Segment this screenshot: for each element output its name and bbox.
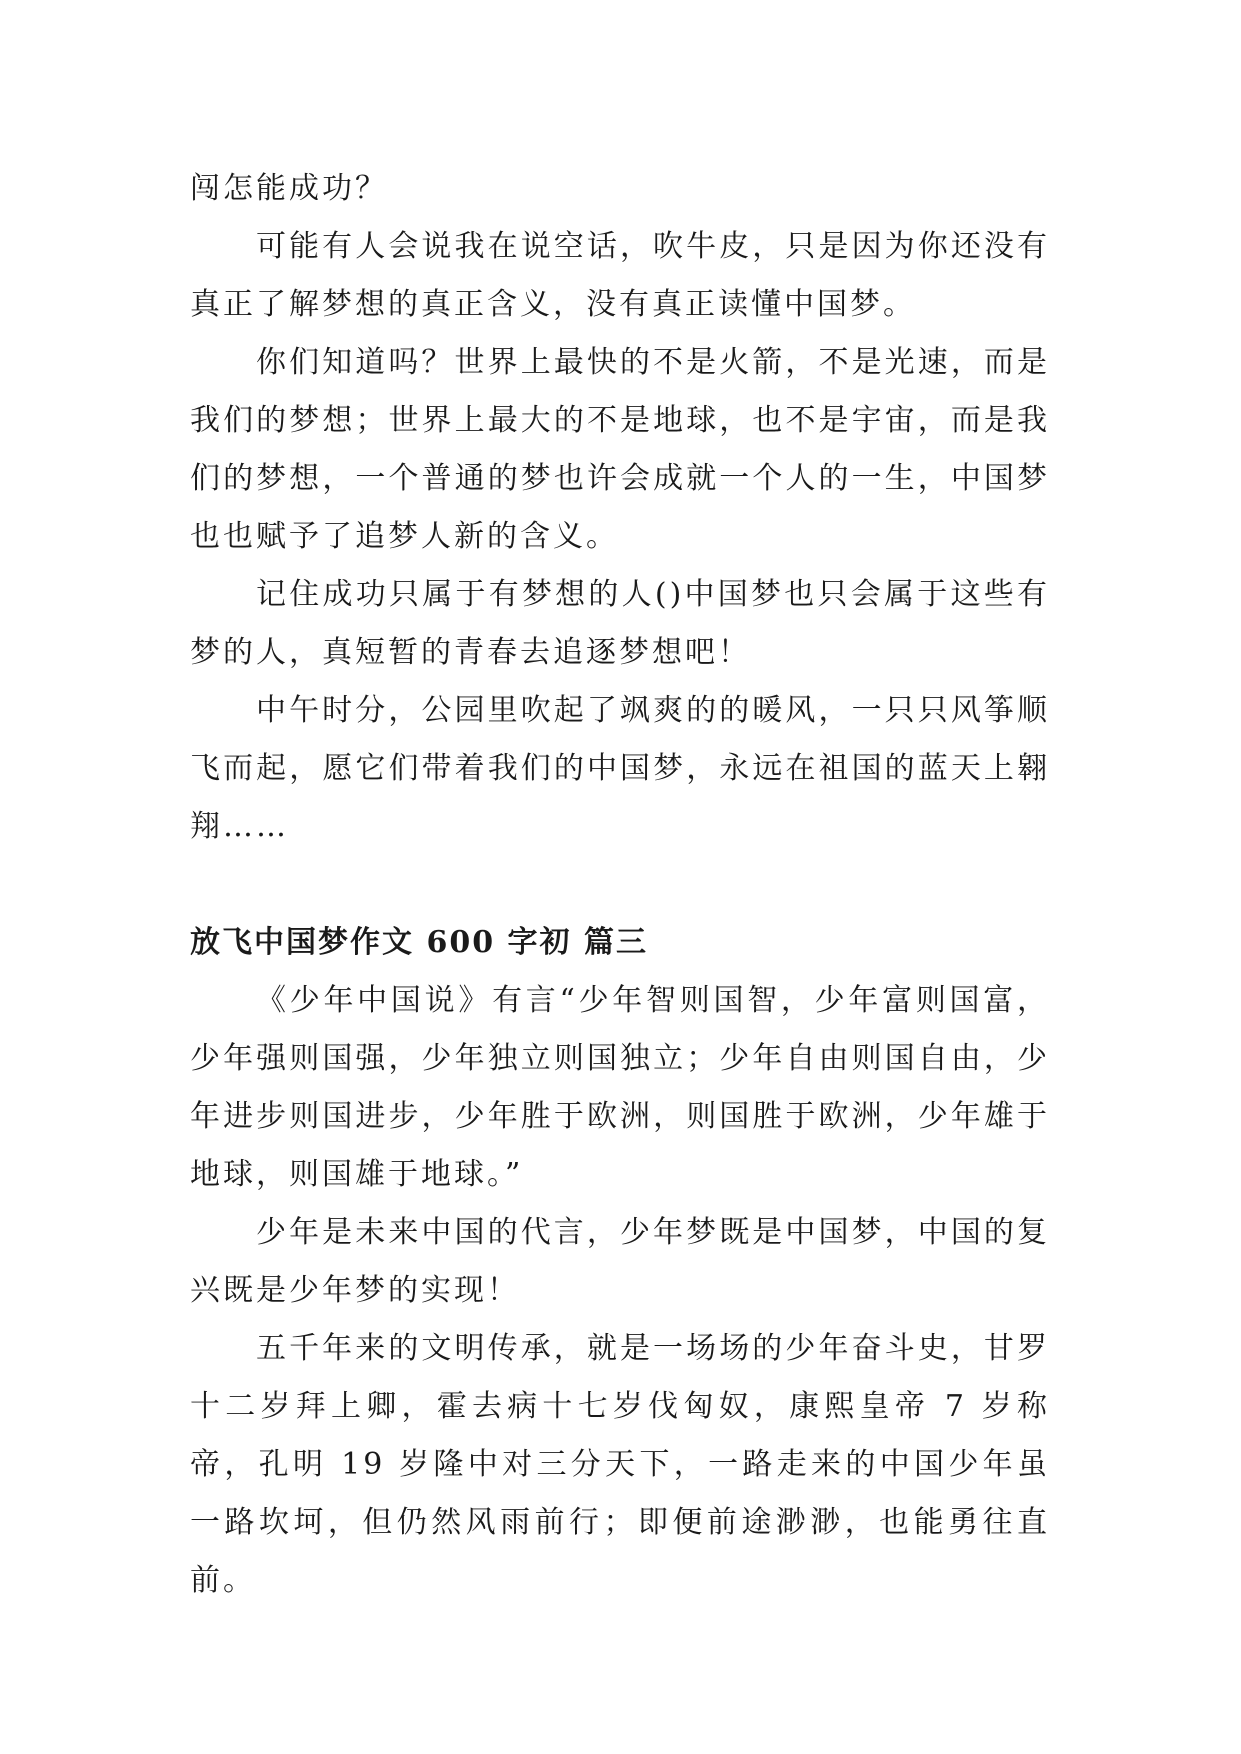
paragraph: 少年是未来中国的代言，少年梦既是中国梦，中国的复兴既是少年梦的实现！	[190, 1215, 1050, 1308]
paragraph: 中午时分，公园里吹起了飒爽的的暖风，一只只风筝顺飞而起，愿它们带着我们的中国梦，永远在祖国的蓝天上翱翔……	[190, 693, 1050, 844]
paragraph: 记住成功只属于有梦想的人()中国梦也只会属于这些有梦的人，真短暂的青春去追逐梦想吧！	[190, 577, 1050, 670]
section-heading: 放飞中国梦作文 600 字初 篇三	[190, 925, 648, 960]
paragraph: 可能有人会说我在说空话，吹牛皮，只是因为你还没有真正了解梦想的真正含义，没有真正读懂中国梦。	[190, 229, 1050, 322]
paragraph: 你们知道吗？世界上最快的不是火箭，不是光速，而是我们的梦想；世界上最大的不是地球，也不是宇宙，而是我们的梦想，一个普通的梦也许会成就一个人的一生，中国梦也也赋予了追梦人新的含义。	[190, 345, 1050, 554]
paragraph: 闯怎能成功？	[190, 171, 388, 206]
paragraph: 《少年中国说》有言“少年智则国智，少年富则国富，少年强则国强，少年独立则国独立；少年自由则国自由，少年进步则国进步，少年胜于欧洲，则国胜于欧洲，少年雄于地球，则国雄于地球。”	[190, 983, 1050, 1192]
document-body	[190, 160, 1050, 1610]
paragraph: 五千年来的文明传承，就是一场场的少年奋斗史，甘罗十二岁拜上卿，霍去病十七岁伐匈奴，康熙皇帝 7 岁称帝，孔明 19 岁隆中对三分天下，一路走来的中国少年虽一路坎坷，但仍然风雨前行；即便前途渺渺，也能勇往直前。	[190, 1331, 1050, 1598]
